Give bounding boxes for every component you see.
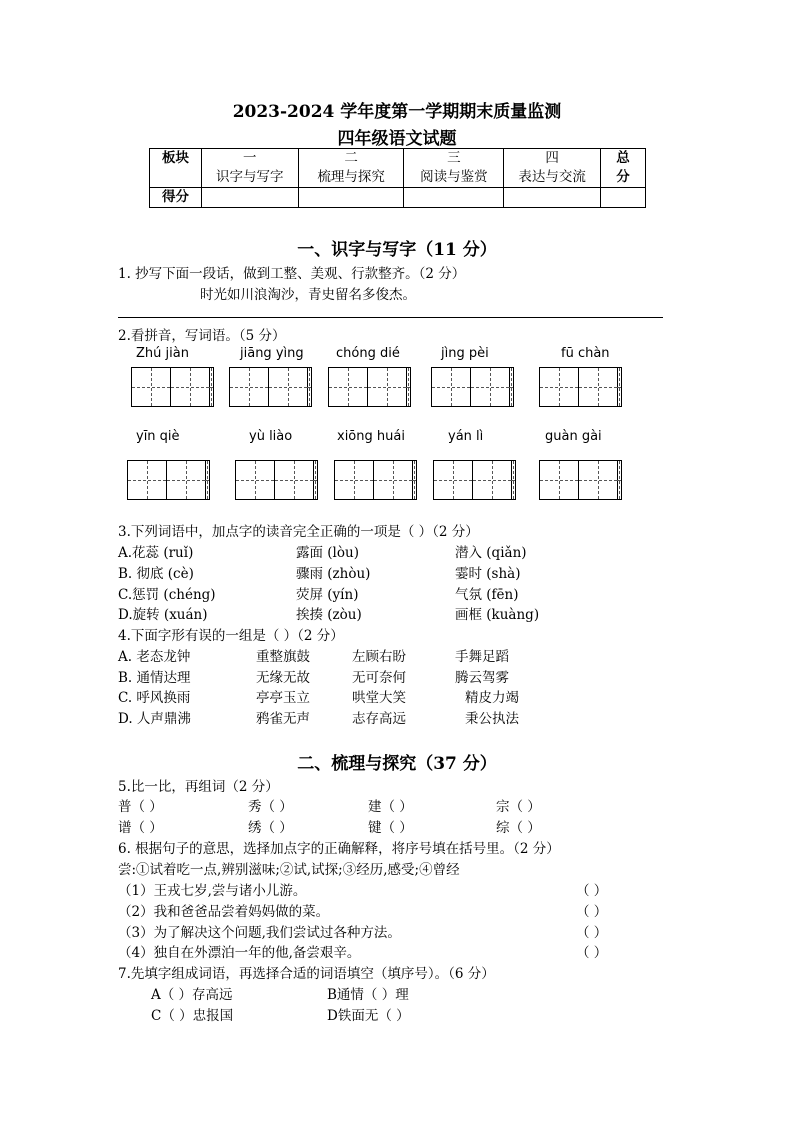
q5-item-6[interactable]: 绣（ ） <box>248 820 293 836</box>
q6-item-1: （1）王戎七岁,尝与诸小儿游。 <box>118 883 307 899</box>
q4-option-b1: B. 通情达理 <box>118 670 191 686</box>
q4-option-d4: 秉公执法 <box>465 711 519 727</box>
score-table-total: 总 <box>601 149 646 169</box>
q3-option-c3: 气氛 (fēn) <box>455 587 519 603</box>
pinyin-1: Zhú jiàn <box>136 346 189 361</box>
q3-option-a2: 露面 (lòu) <box>296 545 359 561</box>
q6-answer-3[interactable]: （ ） <box>576 925 608 941</box>
q3-option-d2: 挨揍 (zòu) <box>296 607 362 623</box>
score-table-col1-label: 识字与写字 <box>201 168 298 188</box>
pinyin-7: yù liào <box>249 429 293 444</box>
tianzige-cell <box>406 367 411 407</box>
q3-option-a1: A.花蕊 (ruǐ) <box>118 545 194 561</box>
q7-item-d[interactable]: D铁面无（ ） <box>327 1008 410 1024</box>
tianzige-grid-4[interactable] <box>431 367 514 407</box>
q6-item-4: （4）独自在外漂泊一年的他,备尝艰辛。 <box>118 945 361 961</box>
score-cell-1[interactable] <box>201 188 298 208</box>
q4-option-d3: 志存高远 <box>352 711 406 727</box>
q4-prompt: 4.下面字形有误的一组是（ ）（2 分） <box>118 628 344 644</box>
tianzige-cell <box>209 367 214 407</box>
tianzige-cell[interactable] <box>170 367 210 407</box>
q6-definitions: 尝:①试着吃一点,辨别滋味;②试,试探;③经历,感受;④曾经 <box>118 862 460 878</box>
tianzige-grid-7[interactable] <box>235 460 318 500</box>
q4-option-a4: 手舞足蹈 <box>455 649 509 665</box>
q1-writing-line[interactable] <box>118 317 663 318</box>
q5-item-3[interactable]: 建（ ） <box>368 799 413 815</box>
q3-option-b2: 骤雨 (zhòu) <box>296 566 371 582</box>
score-cell-2[interactable] <box>298 188 404 208</box>
tianzige-grid-10[interactable] <box>539 460 622 500</box>
score-table-header-block: 板块 <box>150 149 202 188</box>
tianzige-grid-8[interactable] <box>334 460 417 500</box>
q6-prompt: 6. 根据句子的意思，选择加点字的正确解释，将序号填在括号里。（2 分） <box>118 841 560 857</box>
tianzige-cell <box>412 460 417 500</box>
pinyin-3: chóng dié <box>336 346 400 361</box>
section1-title: 一、识字与写字（11 分） <box>297 240 497 260</box>
q4-option-d1: D. 人声鼎沸 <box>118 711 191 727</box>
q7-item-c[interactable]: C（ ）忠报国 <box>151 1008 234 1024</box>
q1-passage: 时光如川浪淘沙，青史留名多俊杰。 <box>200 287 416 303</box>
q4-option-c4: 精皮力竭 <box>465 690 519 706</box>
exam-title: 2023-2024 学年度第一学期期末质量监测 <box>232 102 562 122</box>
q4-option-c2: 亭亭玉立 <box>256 690 310 706</box>
tianzige-cell <box>617 460 622 500</box>
q5-item-1[interactable]: 普（ ） <box>118 799 163 815</box>
q5-prompt: 5.比一比，再组词（2 分） <box>118 779 279 795</box>
q5-item-7[interactable]: 键（ ） <box>368 820 413 836</box>
q3-option-d3: 画框 (kuàng) <box>455 607 540 623</box>
tianzige-cell <box>617 367 622 407</box>
q3-option-a3: 潜入 (qiǎn) <box>455 545 527 561</box>
q6-answer-2[interactable]: （ ） <box>576 904 608 920</box>
q4-option-a3: 左顾右盼 <box>352 649 406 665</box>
tianzige-cell[interactable] <box>131 367 171 407</box>
q3-option-b3: 霎时 (shà) <box>455 566 521 582</box>
score-table-col3: 三 <box>404 149 504 169</box>
pinyin-6: yīn qiè <box>136 429 180 444</box>
q4-option-c1: C. 呼风换雨 <box>118 690 191 706</box>
pinyin-2: jiāng yìng <box>240 346 304 361</box>
tianzige-grid-1[interactable] <box>131 367 214 407</box>
tianzige-grid-9[interactable] <box>433 460 516 500</box>
score-table-col4-label: 表达与交流 <box>504 168 601 188</box>
tianzige-cell[interactable] <box>229 367 269 407</box>
tianzige-cell[interactable] <box>235 460 275 500</box>
pinyin-4: jìng pèi <box>441 346 489 361</box>
tianzige-cell[interactable] <box>373 460 413 500</box>
score-table-score-label: 得分 <box>150 188 202 208</box>
tianzige-cell[interactable] <box>127 460 167 500</box>
tianzige-cell[interactable] <box>578 460 618 500</box>
score-table-col2: 二 <box>298 149 404 169</box>
tianzige-cell[interactable] <box>328 367 368 407</box>
q4-option-a1: A. 老态龙钟 <box>118 649 191 665</box>
q7-item-a[interactable]: A（ ）存高远 <box>151 987 233 1003</box>
score-table-col2-label: 梳理与探究 <box>298 168 404 188</box>
tianzige-cell[interactable] <box>470 367 510 407</box>
q7-prompt: 7.先填字组成词语，再选择合适的词语填空（填序号）。（6 分） <box>118 966 495 982</box>
q1-prompt: 1. 抄写下面一段话，做到工整、美观、行款整齐。（2 分） <box>118 266 466 282</box>
q2-prompt: 2.看拼音，写词语。（5 分） <box>118 328 286 344</box>
tianzige-cell <box>511 460 516 500</box>
pinyin-9: yán lì <box>448 429 484 444</box>
tianzige-cell[interactable] <box>166 460 206 500</box>
q6-item-2: （2）我和爸爸品尝着妈妈做的菜。 <box>118 904 330 920</box>
tianzige-grid-2[interactable] <box>229 367 312 407</box>
q5-item-2[interactable]: 秀（ ） <box>248 799 293 815</box>
tianzige-cell[interactable] <box>539 367 579 407</box>
tianzige-cell <box>307 367 312 407</box>
score-table-col1: 一 <box>201 149 298 169</box>
pinyin-8: xiōng huái <box>337 429 405 444</box>
score-cell-total[interactable] <box>601 188 646 208</box>
tianzige-cell[interactable] <box>472 460 512 500</box>
score-cell-3[interactable] <box>404 188 504 208</box>
tianzige-grid-5[interactable] <box>539 367 622 407</box>
tianzige-cell[interactable] <box>431 367 471 407</box>
pinyin-10: guàn gài <box>545 429 602 444</box>
q5-item-8[interactable]: 综（ ） <box>496 820 541 836</box>
q6-answer-4[interactable]: （ ） <box>576 945 608 961</box>
score-table-total-label: 分 <box>601 168 646 188</box>
q4-option-d2: 鸦雀无声 <box>256 711 310 727</box>
tianzige-cell <box>509 367 514 407</box>
score-cell-4[interactable] <box>504 188 601 208</box>
q7-item-b[interactable]: B通情（ ）理 <box>327 987 409 1003</box>
tianzige-cell[interactable] <box>367 367 407 407</box>
tianzige-cell[interactable] <box>433 460 473 500</box>
exam-subtitle: 四年级语文试题 <box>337 129 457 149</box>
q3-prompt: 3.下列词语中，加点字的读音完全正确的一项是（ ）（2 分） <box>118 524 479 540</box>
score-table <box>149 148 646 208</box>
tianzige-cell[interactable] <box>539 460 579 500</box>
q3-option-c2: 荧屏 (yín) <box>296 587 359 603</box>
q6-answer-1[interactable]: （ ） <box>576 883 608 899</box>
q5-item-5[interactable]: 谱（ ） <box>118 820 163 836</box>
pinyin-5: fū chàn <box>561 346 610 361</box>
tianzige-cell[interactable] <box>274 460 314 500</box>
score-table-col3-label: 阅读与鉴赏 <box>404 168 504 188</box>
tianzige-grid-6[interactable] <box>127 460 210 500</box>
tianzige-cell <box>205 460 210 500</box>
q3-option-b1: B. 彻底 (cè) <box>118 566 194 582</box>
score-table-col4: 四 <box>504 149 601 169</box>
tianzige-grid-3[interactable] <box>328 367 411 407</box>
q4-option-b3: 无可奈何 <box>352 670 406 686</box>
tianzige-cell <box>313 460 318 500</box>
tianzige-cell[interactable] <box>334 460 374 500</box>
q3-option-d1: D.旋转 (xuán) <box>118 607 208 623</box>
q4-option-b4: 腾云驾雾 <box>455 670 509 686</box>
tianzige-cell[interactable] <box>578 367 618 407</box>
q4-option-c3: 哄堂大笑 <box>352 690 406 706</box>
section2-title: 二、梳理与探究（37 分） <box>297 754 497 774</box>
q3-option-c1: C.惩罚 (chéng) <box>118 587 216 603</box>
q5-item-4[interactable]: 宗（ ） <box>496 799 541 815</box>
q4-option-b2: 无缘无故 <box>256 670 310 686</box>
q4-option-a2: 重整旗鼓 <box>256 649 310 665</box>
q6-item-3: （3）为了解决这个问题,我们尝试过各种方法。 <box>118 925 401 941</box>
tianzige-cell[interactable] <box>268 367 308 407</box>
